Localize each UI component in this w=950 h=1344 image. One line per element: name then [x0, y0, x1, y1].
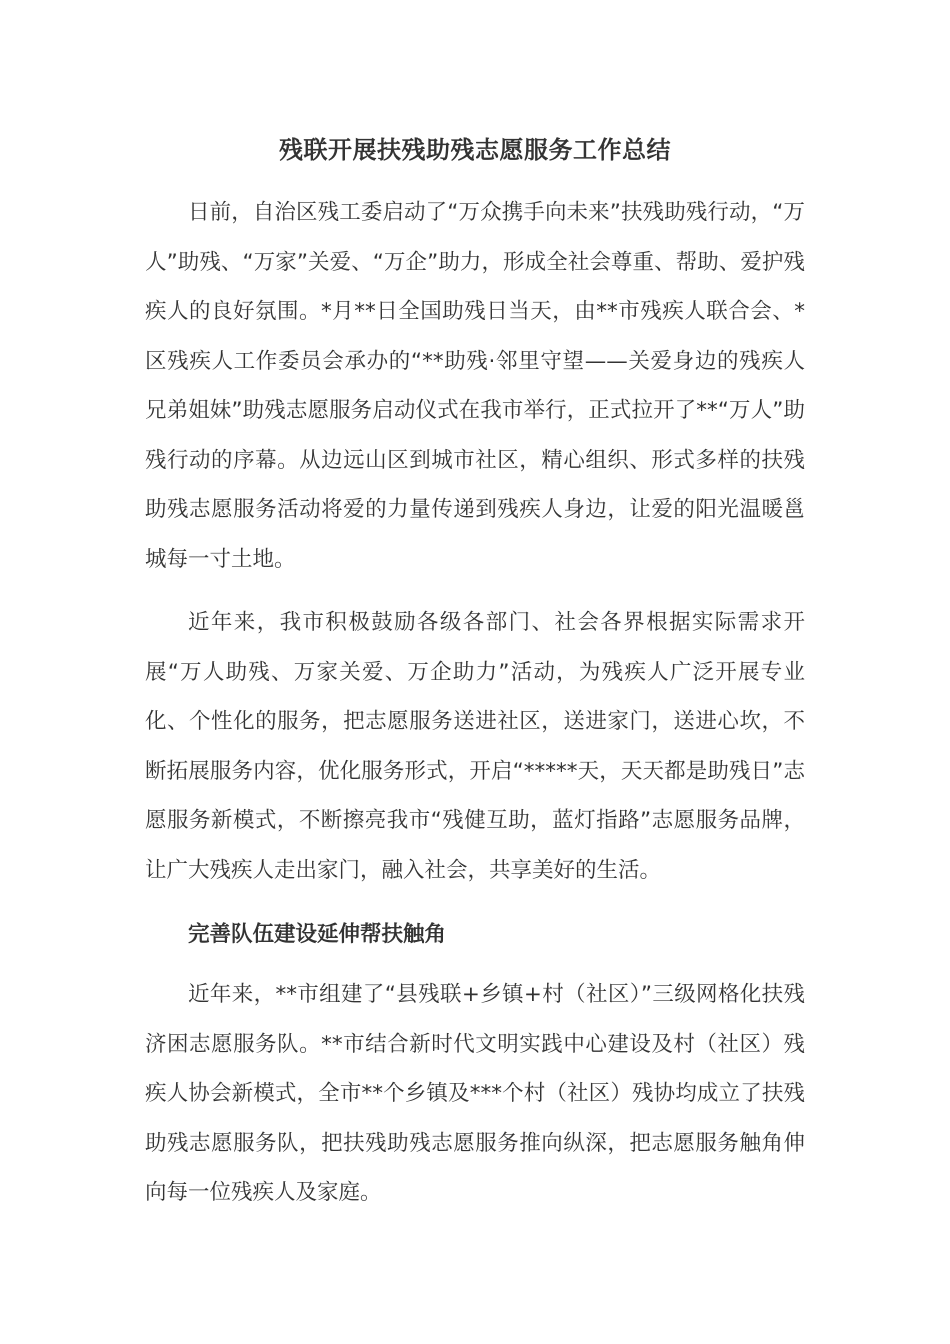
paragraph-recent-years: 近年来，我市积极鼓励各级各部门、社会各界根据实际需求开展“万人助残、万家关爱、万企助力”活动，为残疾人广泛开展专业化、个性化的服务，把志愿服务送进社区，送进家门，送进心坎，不断拓展服务内容，优化服务形式，开启“*****天，天天都是助残日”志愿服务新模式，不断擦亮我市“残健互助，蓝灯指路”志愿服务品牌，让广大残疾人走出家门，融入社会，共享美好的生活。 [145, 610, 805, 883]
paragraph-team-building: 近年来，**市组建了“县残联+乡镇+村（社区）”三级网格化扶残济困志愿服务队。**市结合新时代文明实践中心建设及村（社区）残疾人协会新模式，全市**个乡镇及***个村（社区）残协均成立了扶残助残志愿服务队，把扶残助残志愿服务推向纵深，把志愿服务触角伸向每一位残疾人及家庭。 [145, 982, 805, 1205]
paragraph-intro: 日前，自治区残工委启动了“万众携手向未来”扶残助残行动，“万人”助残、“万家”关爱、“万企”助力，形成全社会尊重、帮助、爱护残疾人的良好氛围。*月**日全国助残日当天，由**市残疾人联合会、*区残疾人工作委员会承办的“**助残·邻里守望——关爱身边的残疾人兄弟姐妹”助残志愿服务启动仪式在我市举行，正式拉开了**“万人”助残行动的序幕。从边远山区到城市社区，精心组织、形式多样的扶残助残志愿服务活动将爱的力量传递到残疾人身边，让爱的阳光温暖邕城每一寸土地。 [145, 200, 805, 572]
document-title: 残联开展扶残助残志愿服务工作总结 [279, 136, 671, 164]
section-heading: 完善队伍建设延伸帮扶触角 [188, 922, 447, 947]
